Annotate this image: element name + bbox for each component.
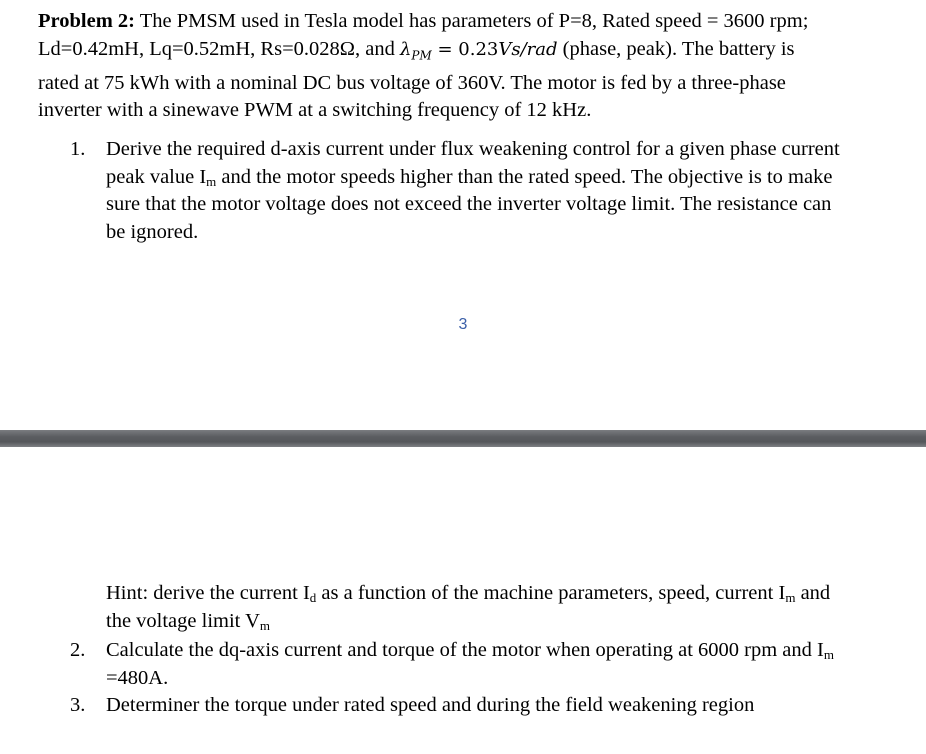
hint-text: Hint: derive the current $I_d$ as a function of the machine parameters, speed, current $I_m$ and the voltage limit $V_m$ — [106, 582, 831, 633]
list-item-1: 1. Derive the required d-axis current under flux weakening control for a given phase current peak value $I_m$ and the motor speeds higher than the rated speed. The objective is to make sure that the motor voltage does not exceed the inverter voltage limit. The resistance can be ignored. — [70, 138, 840, 243]
problem-line-4: inverter with a sinewave PWM at a switching frequency of 12 kHz. — [38, 99, 592, 122]
lambda-unit: Vs/rad — [498, 38, 558, 60]
list-item-2: 2. Calculate the dq-axis current and torque of the motor when operating at 6000 rpm and $I_m$ =480A. — [70, 639, 834, 689]
problem-statement — [38, 8, 918, 125]
list-number: 3. — [70, 694, 86, 716]
list-number: 1. — [70, 138, 86, 160]
problem-line-2: Ld=0.42mH, Lq=0.52mH, Rs=0.028Ω, and $\lambda_{PM} = 0.23Vs/rad$ (phase, peak). The battery is — [38, 37, 795, 63]
lambda-pm-symbol: $\lambda_{PM}$ — [399, 38, 432, 63]
page-break-bar — [0, 430, 926, 447]
list-item-3: 3. Determiner the torque under rated speed and during the field weakening region — [70, 692, 920, 720]
problem-line-1: Problem 2: The PMSM used in Tesla model has parameters of P=8, Rated speed = 3600 rpm; — [38, 10, 809, 32]
problem-heading: Problem 2: — [38, 10, 135, 32]
page-number: 3 — [458, 316, 468, 333]
problem-line-3: rated at 75 kWh with a nominal DC bus voltage of 360V. The motor is fed by a three-phase — [38, 71, 786, 94]
list-number: 2. — [70, 639, 86, 661]
